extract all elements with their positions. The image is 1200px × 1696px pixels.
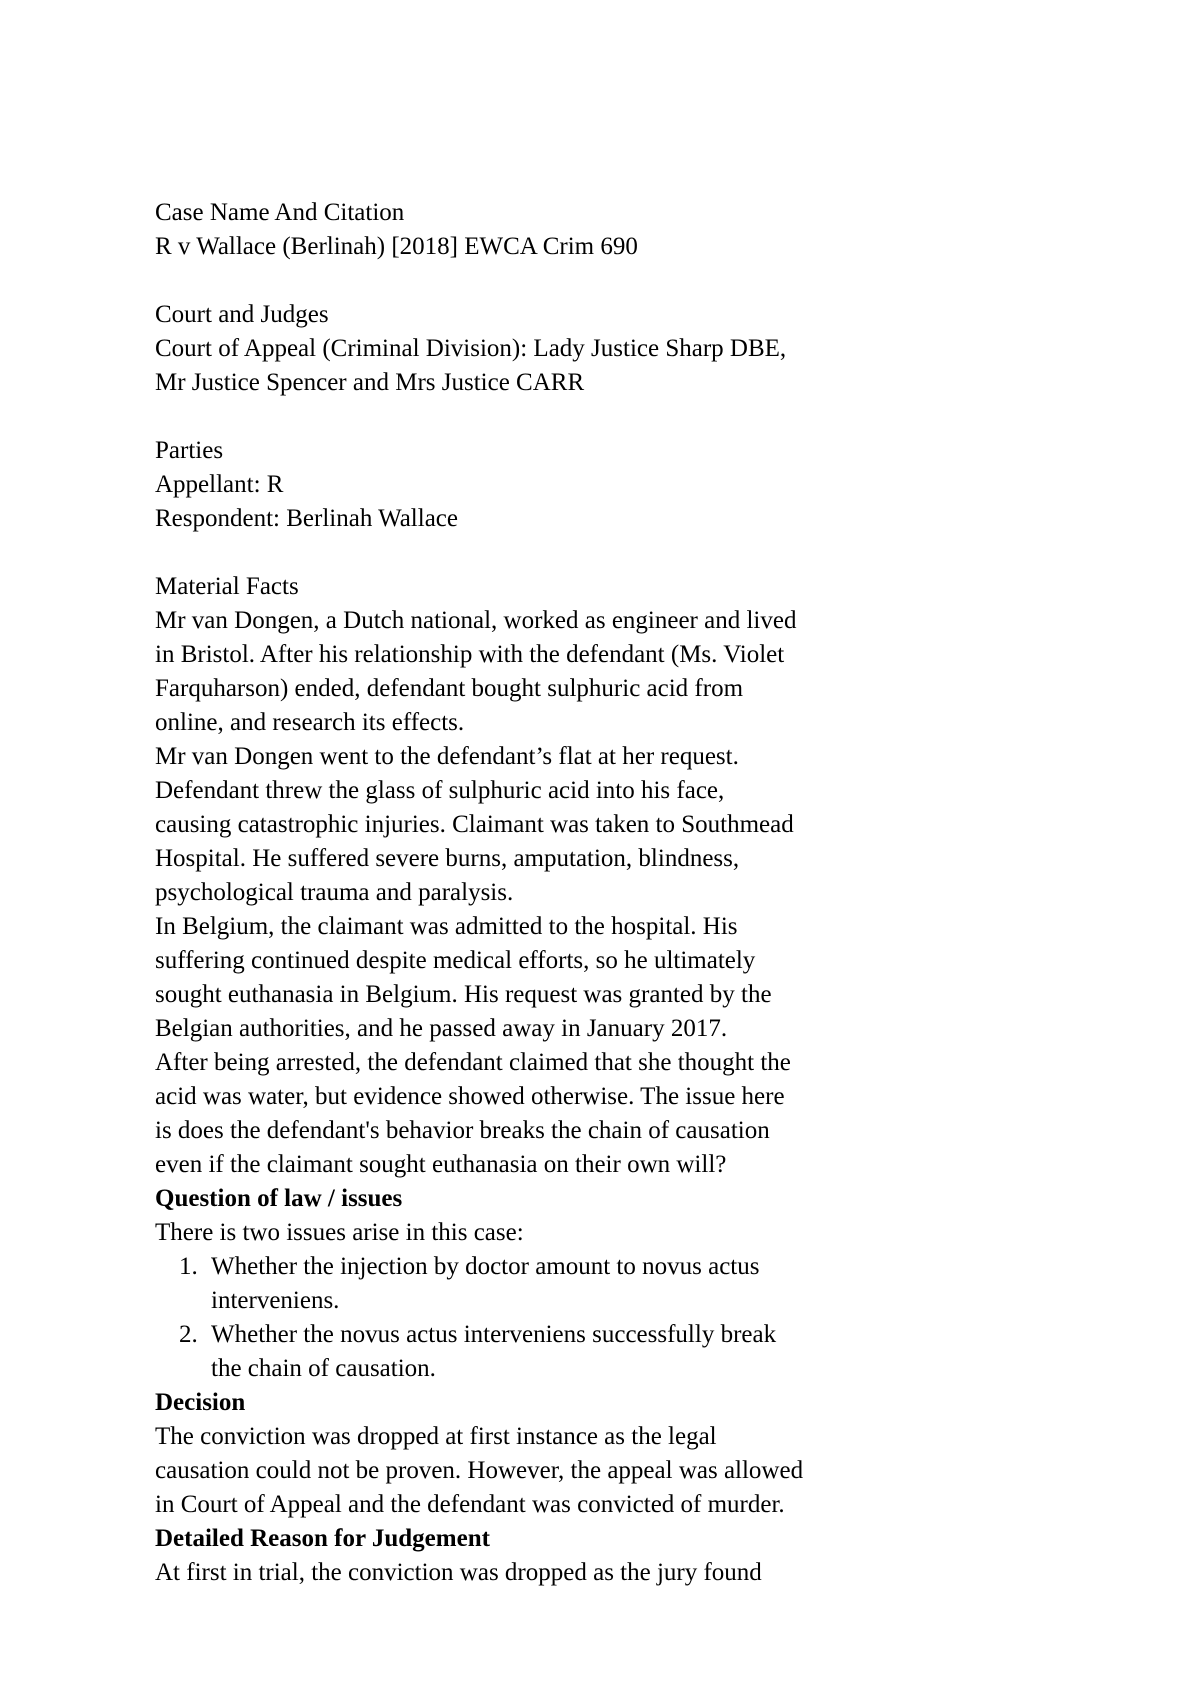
parties-heading: Parties xyxy=(155,437,224,464)
facts-line: Farquharson) ended, defendant bought sulphuric acid from xyxy=(155,675,744,702)
court-heading: Court and Judges xyxy=(155,301,329,328)
facts-line: acid was water, but evidence showed otherwise. The issue here xyxy=(155,1083,785,1110)
reason-heading: Detailed Reason for Judgement xyxy=(155,1525,490,1552)
facts-line: Belgian authorities, and he passed away in January 2017. xyxy=(155,1015,728,1042)
spacer xyxy=(155,536,935,570)
facts-line: causing catastrophic injuries. Claimant was taken to Southmead xyxy=(155,811,794,838)
facts-line: suffering continued despite medical efforts, so he ultimately xyxy=(155,947,756,974)
list-item-line: the chain of causation. xyxy=(211,1355,436,1382)
decision-line: in Court of Appeal and the defendant was convicted of murder. xyxy=(155,1491,785,1518)
facts-line: Defendant threw the glass of sulphuric acid into his face, xyxy=(155,777,725,804)
facts-line: Hospital. He suffered severe burns, amputation, blindness, xyxy=(155,845,740,872)
issues-intro: There is two issues arise in this case: xyxy=(155,1219,524,1246)
case-name-heading: Case Name And Citation xyxy=(155,199,405,226)
list-item xyxy=(179,1318,935,1386)
facts-line: online, and research its effects. xyxy=(155,709,465,736)
decision-line: The conviction was dropped at first instance as the legal xyxy=(155,1423,717,1450)
facts-line: sought euthanasia in Belgium. His request was granted by the xyxy=(155,981,772,1008)
court-line: Court of Appeal (Criminal Division): Lady Justice Sharp DBE, xyxy=(155,335,787,362)
list-item-line: interveniens. xyxy=(211,1287,340,1314)
issues-list xyxy=(155,1250,935,1386)
case-citation: R v Wallace (Berlinah) [2018] EWCA Crim 690 xyxy=(155,233,638,260)
reason-line: At first in trial, the conviction was dropped as the jury found xyxy=(155,1559,762,1586)
document-page xyxy=(155,196,935,1590)
court-line: Mr Justice Spencer and Mrs Justice CARR xyxy=(155,369,585,396)
spacer xyxy=(155,264,935,298)
list-number: 2. xyxy=(179,1321,198,1348)
list-item-line: Whether the novus actus interveniens successfully break xyxy=(211,1321,777,1348)
facts-line: Mr van Dongen went to the defendant’s flat at her request. xyxy=(155,743,739,770)
facts-line: In Belgium, the claimant was admitted to the hospital. His xyxy=(155,913,738,940)
facts-line: even if the claimant sought euthanasia on their own will? xyxy=(155,1151,727,1178)
decision-line: causation could not be proven. However, the appeal was allowed xyxy=(155,1457,804,1484)
spacer xyxy=(155,400,935,434)
facts-heading: Material Facts xyxy=(155,573,299,600)
issues-heading: Question of law / issues xyxy=(155,1185,403,1212)
list-item xyxy=(179,1250,935,1318)
list-number: 1. xyxy=(179,1253,198,1280)
facts-line: psychological trauma and paralysis. xyxy=(155,879,514,906)
decision-heading: Decision xyxy=(155,1389,246,1416)
facts-line: in Bristol. After his relationship with the defendant (Ms. Violet xyxy=(155,641,785,668)
respondent: Respondent: Berlinah Wallace xyxy=(155,505,458,532)
list-item-line: Whether the injection by doctor amount to novus actus xyxy=(211,1253,760,1280)
facts-line: Mr van Dongen, a Dutch national, worked as engineer and lived xyxy=(155,607,797,634)
appellant: Appellant: R xyxy=(155,471,284,498)
facts-line: is does the defendant's behavior breaks the chain of causation xyxy=(155,1117,770,1144)
facts-line: After being arrested, the defendant claimed that she thought the xyxy=(155,1049,791,1076)
